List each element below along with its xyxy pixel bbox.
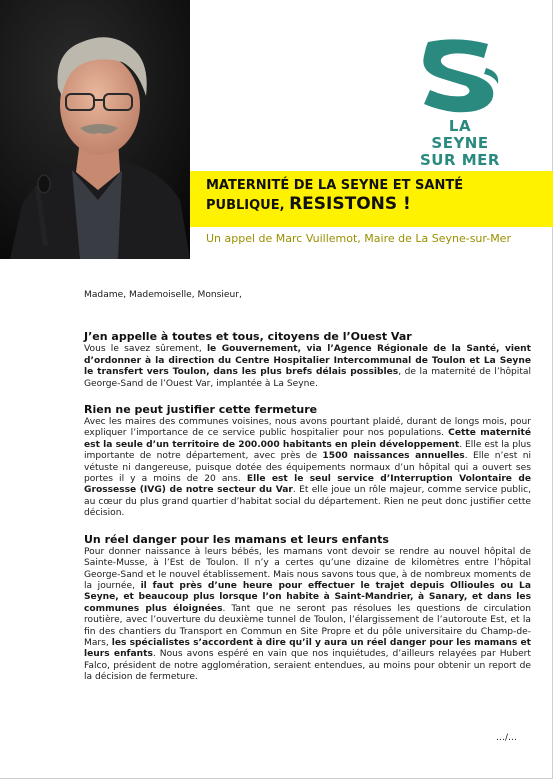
portrait-illustration: [0, 0, 190, 259]
text-run: Avec les maires des communes voisines, nous avons pourtant plaidé, durant de longs mois, pour expliquer l’importance de ce service public hospitalier pour nos populations.: [84, 417, 531, 439]
text-run: . Elle n’est ni vétuste ni dangereuse, puisque dotée des équipements normaux d’un hôpital qui a ouvert ses portes il y a moins de 20 ans.: [84, 451, 531, 485]
text-run: . Et elle joue un rôle majeur, comme service public, au cœur du plus grand quartier d’habitat social du département. Rien ne peut donc justifier cette décision.: [84, 485, 531, 519]
page-title: [206, 177, 541, 215]
bold-run: 1500 naissances annuelles: [322, 451, 465, 462]
text-run: . Tant que ne seront pas résolues les questions de circulation routière, avec l’ouverture du deuxième tunnel de Toulon, l’élargissement de l’autoroute Est, et la fin des chantiers du Transport en Commun en Site Propre et du pôle universitaire du Champ-de-Mars,: [84, 603, 531, 648]
section-1-heading: J’en appelle à toutes et tous, citoyens de l’Ouest Var: [84, 330, 412, 344]
bold-run: le Gouvernement, via l’Agence Régionale de la Santé, vient d’ordonner à la direction du Centre Hospitalier Intercommunal de Toulon et La Seyne le transfert vers Toulon, dans les plus brefs délais possibles: [84, 344, 531, 378]
city-logo: [418, 38, 502, 169]
logo-line-1: LA SEYNE: [431, 117, 489, 152]
section-1-paragraph: [84, 344, 531, 390]
section-2-heading: Rien ne peut justifier cette fermeture: [84, 403, 318, 417]
text-run: , de la maternité de l’hôpital George-Sand de l’Ouest Var, implantée à La Seyne.: [84, 367, 531, 389]
portrait-photo: [0, 0, 190, 259]
letter-body: [84, 290, 531, 697]
logo-line-2: SUR MER: [420, 151, 500, 169]
bold-run: Cette maternité est la seule d’un territoire de 200.000 habitants en plein développement: [84, 428, 532, 450]
page-subtitle: Un appel de Marc Vuillemot, Maire de La Seyne-sur-Mer: [206, 232, 511, 245]
s-wave-logo-icon: [418, 38, 502, 114]
title-part-1: MATERNITÉ DE LA SEYNE ET SANTÉ PUBLIQUE,: [206, 178, 464, 213]
text-run: Vous le savez sûrement,: [84, 344, 207, 355]
text-run: . Elle est la plus importante de notre département, avec près de: [84, 439, 531, 462]
section-3-paragraph: [84, 547, 531, 684]
section-2-paragraph: [84, 417, 531, 520]
title-part-2: RESISTONS !: [289, 194, 411, 214]
text-run: Pour donner naissance à leurs bébés, les mamans vont devoir se rendre au nouvel hôpital de Sainte-Musse, à l’Est de Toulon. Il n’y a certes qu’une dizaine de kilomètres entre l’hôpital George-Sand et le nouvel établissement. Mais nous savons tous que, à de nombreux moments de la journée,: [84, 546, 531, 591]
continuation-mark: …/…: [496, 733, 518, 743]
section-3-heading: Un réel danger pour les mamans et leurs enfants: [84, 532, 389, 546]
bold-run: les spécialistes s’accordent à dire qu’il y aura un réel danger pour les mamans et leurs enfants: [84, 637, 531, 660]
bold-run: Elle est le seul service d’Interruption Volontaire de Grossesse (IVG) de notre secteur du Var: [84, 474, 531, 496]
greeting: Madame, Mademoiselle, Monsieur,: [84, 290, 242, 300]
text-run: . Nous avons espéré en vain que nos inquiétudes, d’ailleurs relayées par Hubert Falco, président de notre agglomération, seraient entendues, au moins pour obtenir un report de la décision de fermeture.: [84, 649, 531, 683]
bold-run: il faut près d’une heure pour effectuer le trajet depuis Ollioules ou La Seyne, et beaucoup plus lorsque l’on habite à Saint-Mandrier, à Sanary, et dans les communes plus éloignées: [84, 580, 531, 614]
